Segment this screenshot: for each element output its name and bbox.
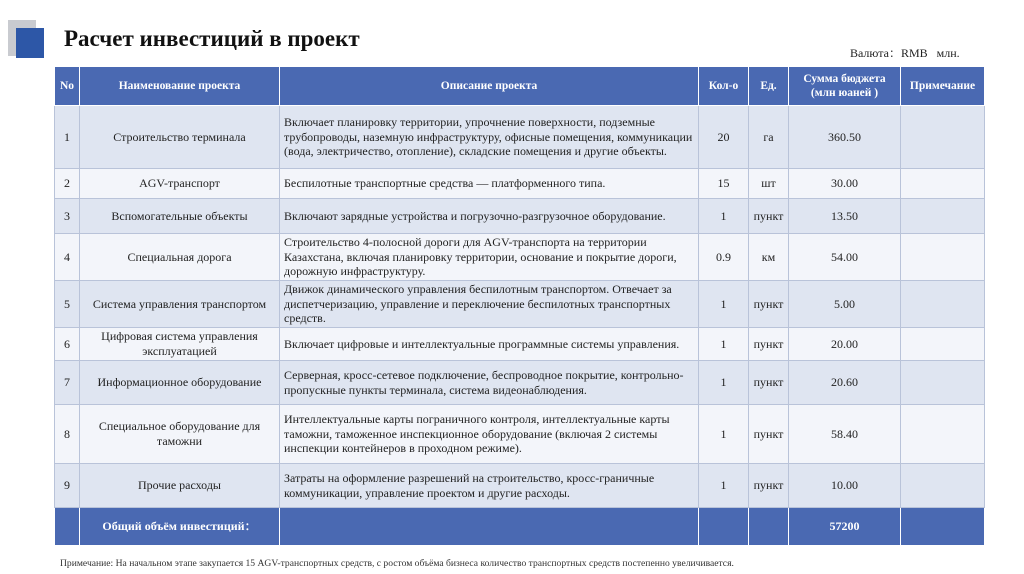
- col-header-unit: Ед.: [749, 67, 789, 106]
- cell-description: Строительство 4-полосной дороги для AGV-транспорта на территории Казахстана, включая планировку территории, основание и покрытие дороги, дорожную инфраструктуру.: [280, 234, 699, 281]
- cell-quantity: 1: [699, 199, 749, 234]
- cell-quantity: 1: [699, 281, 749, 328]
- cell-name: Цифровая система управления эксплуатацией: [80, 328, 280, 361]
- total-cell-unit: [749, 508, 789, 546]
- cell-quantity: 15: [699, 169, 749, 199]
- cell-remark: [901, 106, 985, 169]
- cell-unit: км: [749, 234, 789, 281]
- cell-budget: 5.00: [789, 281, 901, 328]
- cell-name: Вспомогательные объекты: [80, 199, 280, 234]
- cell-quantity: 1: [699, 464, 749, 508]
- cell-unit: пункт: [749, 328, 789, 361]
- cell-name: AGV-транспорт: [80, 169, 280, 199]
- total-label: Общий объём инвестиций：: [80, 508, 280, 546]
- currency-label: Валюта：RMB: [850, 46, 928, 60]
- cell-no: 9: [55, 464, 80, 508]
- table-row: [55, 169, 985, 199]
- cell-remark: [901, 169, 985, 199]
- table-row: [55, 106, 985, 169]
- cell-remark: [901, 405, 985, 464]
- table-row: [55, 361, 985, 405]
- cell-no: 2: [55, 169, 80, 199]
- col-header-remark: Примечание: [901, 67, 985, 106]
- cell-name: Специальная дорога: [80, 234, 280, 281]
- cell-unit: шт: [749, 169, 789, 199]
- cell-remark: [901, 464, 985, 508]
- col-header-name: Наименование проекта: [80, 67, 280, 106]
- cell-name: Прочие расходы: [80, 464, 280, 508]
- cell-remark: [901, 281, 985, 328]
- cell-quantity: 0.9: [699, 234, 749, 281]
- col-header-description: Описание проекта: [280, 67, 699, 106]
- cell-budget: 13.50: [789, 199, 901, 234]
- cell-no: 6: [55, 328, 80, 361]
- cell-unit: га: [749, 106, 789, 169]
- table-header-row: [55, 67, 985, 106]
- cell-description: Движок динамического управления беспилотным транспортом. Отвечает за диспетчеризацию, управление и переключение беспилотных транспортных средств.: [280, 281, 699, 328]
- cell-remark: [901, 328, 985, 361]
- cell-quantity: 20: [699, 106, 749, 169]
- investment-table: [54, 66, 985, 546]
- table-row: [55, 464, 985, 508]
- cell-no: 7: [55, 361, 80, 405]
- cell-budget: 10.00: [789, 464, 901, 508]
- cell-description: Серверная, кросс-сетевое подключение, беспроводное покрытие, контрольно-пропускные пункты терминала, система видеонаблюдения.: [280, 361, 699, 405]
- cell-no: 1: [55, 106, 80, 169]
- cell-unit: пункт: [749, 199, 789, 234]
- total-cell-remark: [901, 508, 985, 546]
- cell-name: Информационное оборудование: [80, 361, 280, 405]
- table-row: [55, 234, 985, 281]
- cell-budget: 20.60: [789, 361, 901, 405]
- col-header-budget: Сумма бюджета (млн юаней ): [789, 67, 901, 106]
- cell-unit: пункт: [749, 405, 789, 464]
- total-cell-no: [55, 508, 80, 546]
- cell-description: Включает планировку территории, упрочнение поверхности, подземные трубопроводы, наземную инфраструктуру, офисные помещения, коммуникации (вода, электричество, отопление), складские помещения и другие объекты.: [280, 106, 699, 169]
- cell-no: 4: [55, 234, 80, 281]
- cell-name: Специальное оборудование для таможни: [80, 405, 280, 464]
- cell-remark: [901, 234, 985, 281]
- cell-quantity: 1: [699, 328, 749, 361]
- total-row: [55, 508, 985, 546]
- table-row: [55, 328, 985, 361]
- cell-description: Включает цифровые и интеллектуальные программные системы управления.: [280, 328, 699, 361]
- cell-budget: 360.50: [789, 106, 901, 169]
- cell-quantity: 1: [699, 361, 749, 405]
- table-row: [55, 199, 985, 234]
- cell-remark: [901, 199, 985, 234]
- cell-description: Интеллектуальные карты пограничного контроля, интеллектуальные карты таможни, таможенное инспекционное оборудование (включая 2 системы инспекции контейнеров в проходном режиме).: [280, 405, 699, 464]
- cell-no: 5: [55, 281, 80, 328]
- currency-unit: млн.: [936, 46, 960, 60]
- col-header-no: No: [55, 67, 80, 106]
- decor-square-blue: [16, 28, 44, 58]
- cell-remark: [901, 361, 985, 405]
- cell-budget: 54.00: [789, 234, 901, 281]
- table-row: [55, 281, 985, 328]
- cell-description: Беспилотные транспортные средства — платформенного типа.: [280, 169, 699, 199]
- cell-name: Система управления транспортом: [80, 281, 280, 328]
- col-header-quantity: Кол-о: [699, 67, 749, 106]
- cell-unit: пункт: [749, 281, 789, 328]
- total-cell-description: [280, 508, 699, 546]
- currency-note: [850, 44, 966, 61]
- cell-budget: 20.00: [789, 328, 901, 361]
- page-title: Расчет инвестиций в проект: [64, 26, 360, 51]
- cell-no: 8: [55, 405, 80, 464]
- total-cell-quantity: [699, 508, 749, 546]
- cell-unit: пункт: [749, 464, 789, 508]
- total-value: 57200: [789, 508, 901, 546]
- cell-description: Включают зарядные устройства и погрузочно-разгрузочное оборудование.: [280, 199, 699, 234]
- cell-budget: 30.00: [789, 169, 901, 199]
- footnote: Примечание: На начальном этапе закупается 15 AGV-транспортных средств, с ростом объёма бизнеса количество транспортных средств постепенно увеличивается.: [60, 558, 734, 569]
- table-row: [55, 405, 985, 464]
- cell-budget: 58.40: [789, 405, 901, 464]
- cell-description: Затраты на оформление разрешений на строительство, кросс-граничные коммуникации, управление проектом и другие расходы.: [280, 464, 699, 508]
- cell-unit: пункт: [749, 361, 789, 405]
- cell-quantity: 1: [699, 405, 749, 464]
- cell-no: 3: [55, 199, 80, 234]
- cell-name: Строительство терминала: [80, 106, 280, 169]
